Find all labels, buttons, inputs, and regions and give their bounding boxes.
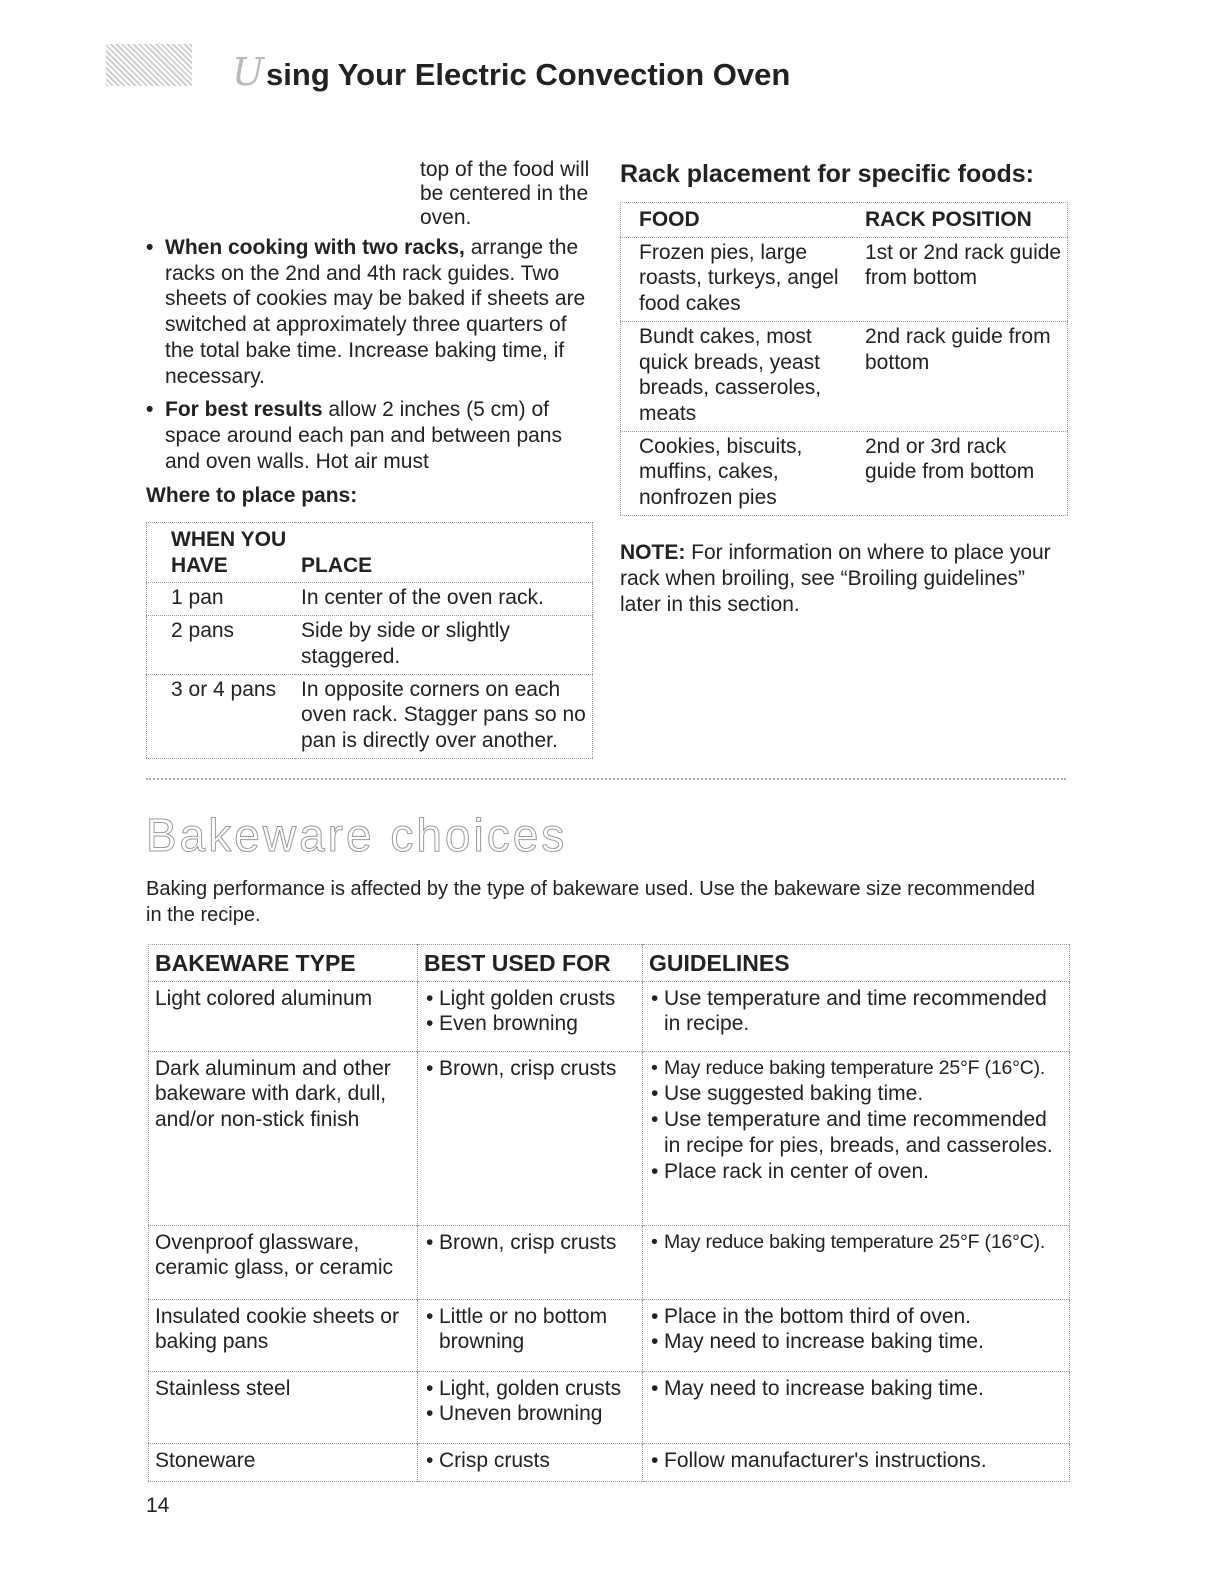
- note-label: NOTE:: [620, 541, 686, 564]
- guidelines: [643, 1371, 1070, 1443]
- note-text: For information on where to place your rack when broiling, see “Broiling guidelines” later in this section.: [620, 541, 1051, 616]
- title-text: sing Your Electric Convection Oven: [266, 57, 791, 92]
- table-row: [149, 1443, 1070, 1482]
- list: [424, 1376, 636, 1427]
- list: [649, 1376, 1063, 1402]
- table-row: [149, 1051, 1070, 1225]
- list: [649, 1056, 1063, 1185]
- rack-table: [620, 202, 1068, 516]
- best-used-for: [418, 1299, 643, 1371]
- tip-bold: For best results: [165, 398, 323, 422]
- best-used-for: [418, 1225, 643, 1299]
- table-cell: Side by side or slightly staggered.: [301, 619, 510, 668]
- bakeware-type: Insulated cookie sheets or baking pans: [149, 1299, 418, 1371]
- table-row: [149, 981, 1070, 1051]
- list-item: • Light, golden crusts: [424, 1376, 636, 1402]
- continued-text: top of the food will be centered in the oven.: [420, 158, 590, 229]
- best-used-for: [418, 1051, 643, 1225]
- best-used-for: [418, 981, 643, 1051]
- guidelines: [643, 1299, 1070, 1371]
- list-item: • Light golden crusts: [424, 986, 636, 1012]
- best-used-for: [418, 1443, 643, 1482]
- list-item: • Use suggested baking time.: [649, 1081, 1063, 1107]
- table-cell: 2nd or 3rd rack guide from bottom: [865, 434, 1035, 484]
- pans-table: [146, 522, 593, 759]
- table-header-row: [149, 945, 1070, 982]
- bakeware-table: [148, 944, 1070, 1482]
- title-initial: U: [232, 50, 265, 94]
- table-row: [621, 321, 1068, 431]
- guidelines: [643, 1443, 1070, 1482]
- table-row: [147, 674, 593, 758]
- bakeware-type: Ovenproof glassware, ceramic glass, or ceramic: [149, 1225, 418, 1299]
- list-item: • Uneven browning: [424, 1401, 636, 1427]
- table-header-row: [147, 523, 593, 583]
- list-item: • May reduce baking temperature 25°F (16°C).: [649, 1230, 1063, 1256]
- list-item: • Even browning: [424, 1011, 636, 1037]
- bullet-icon: •: [146, 398, 154, 422]
- table-cell: 3 or 4 pans: [171, 677, 277, 701]
- section-divider: [146, 778, 1066, 780]
- table-cell: 1 pan: [171, 586, 224, 610]
- guidelines: [643, 1051, 1070, 1225]
- list-item: • Place in the bottom third of oven.: [649, 1304, 1063, 1330]
- bakeware-intro: Baking performance is affected by the type of bakeware used. Use the bakeware size recommended in the recipe.: [146, 878, 1036, 926]
- col-header: FOOD: [639, 208, 700, 231]
- list-item: • May need to increase baking time.: [649, 1376, 1063, 1402]
- table-cell: Bundt cakes, most quick breads, yeast breads, casseroles, meats: [639, 324, 822, 425]
- tip-best-results: [146, 397, 596, 474]
- bakeware-type: Stainless steel: [149, 1371, 418, 1443]
- table-row: [149, 1371, 1070, 1443]
- bakeware-type: Stoneware: [149, 1443, 418, 1482]
- list-item: • Crisp crusts: [424, 1448, 636, 1474]
- best-used-for: [418, 1371, 643, 1443]
- list: [649, 1304, 1063, 1355]
- page-number: 14: [146, 1494, 170, 1517]
- guidelines: [643, 981, 1070, 1051]
- list-item: • Follow manufacturer's instructions.: [649, 1448, 1063, 1474]
- table-cell: In opposite corners on each oven rack. Stagger pans so no pan is directly over another.: [301, 677, 586, 752]
- rack-heading: Rack placement for specific foods:: [620, 160, 1035, 188]
- bakeware-type: Light colored aluminum: [149, 981, 418, 1051]
- bullet-icon: •: [146, 236, 154, 259]
- table-row: [147, 616, 593, 674]
- col-header: PLACE: [301, 553, 373, 577]
- list: [649, 986, 1063, 1037]
- bakeware-title: Bakeware choices: [146, 809, 568, 861]
- list-item: • May need to increase baking time.: [649, 1329, 1063, 1355]
- tip-text: allow 2 inches (5 cm) of space around each pan and between pans and oven walls. Hot air must: [165, 398, 562, 473]
- table-row: [149, 1225, 1070, 1299]
- table-cell: Cookies, biscuits, muffins, cakes, nonfrozen pies: [639, 434, 803, 510]
- tip-two-racks: [146, 235, 596, 389]
- col-header: RACK POSITION: [865, 208, 1032, 231]
- list: [424, 986, 636, 1037]
- table-row: [621, 237, 1068, 321]
- col-header: WHEN YOU HAVE: [171, 528, 287, 577]
- table-header-row: [621, 203, 1068, 238]
- list-item: • Use temperature and time recommended in recipe for pies, breads, and casseroles.: [649, 1107, 1063, 1158]
- pans-heading: Where to place pans:: [146, 484, 358, 507]
- list-item: • Little or no bottom browning: [424, 1304, 636, 1355]
- bakeware-type: Dark aluminum and other bakeware with dark, dull, and/or non-stick finish: [149, 1051, 418, 1225]
- header-decoration: [106, 44, 192, 86]
- list: [424, 1304, 636, 1355]
- table-cell: Frozen pies, large roasts, turkeys, angel food cakes: [639, 240, 839, 316]
- page-title: [232, 50, 790, 94]
- table-cell: 1st or 2nd rack guide from bottom: [865, 240, 1062, 290]
- list-item: • Use temperature and time recommended in recipe.: [649, 986, 1063, 1037]
- broiling-note: [620, 540, 1060, 618]
- table-row: [621, 431, 1068, 515]
- list-item: • May reduce baking temperature 25°F (16°C).: [649, 1056, 1063, 1082]
- col-header: GUIDELINES: [643, 945, 1070, 982]
- list: [424, 1056, 636, 1082]
- list-item: • Place rack in center of oven.: [649, 1159, 1063, 1185]
- list: [424, 1448, 636, 1474]
- table-cell: 2nd rack guide from bottom: [865, 324, 1051, 374]
- tip-text: arrange the racks on the 2nd and 4th rack guides. Two sheets of cookies may be baked if sheets are switched at approximately three quarters of the total bake time. Increase baking time, if necessary.: [165, 236, 586, 388]
- tip-bold: When cooking with two racks,: [165, 236, 465, 259]
- table-cell: 2 pans: [171, 619, 235, 643]
- table-cell: In center of the oven rack.: [301, 586, 544, 610]
- list: [649, 1230, 1063, 1256]
- list: [649, 1448, 1063, 1474]
- list: [424, 1230, 636, 1256]
- col-header: BAKEWARE TYPE: [149, 945, 418, 982]
- list-item: • Brown, crisp crusts: [424, 1056, 636, 1082]
- col-header: BEST USED FOR: [418, 945, 643, 982]
- table-row: [147, 583, 593, 616]
- tips-list: [146, 235, 596, 482]
- list-item: • Brown, crisp crusts: [424, 1230, 636, 1256]
- table-row: [149, 1299, 1070, 1371]
- guidelines: [643, 1225, 1070, 1299]
